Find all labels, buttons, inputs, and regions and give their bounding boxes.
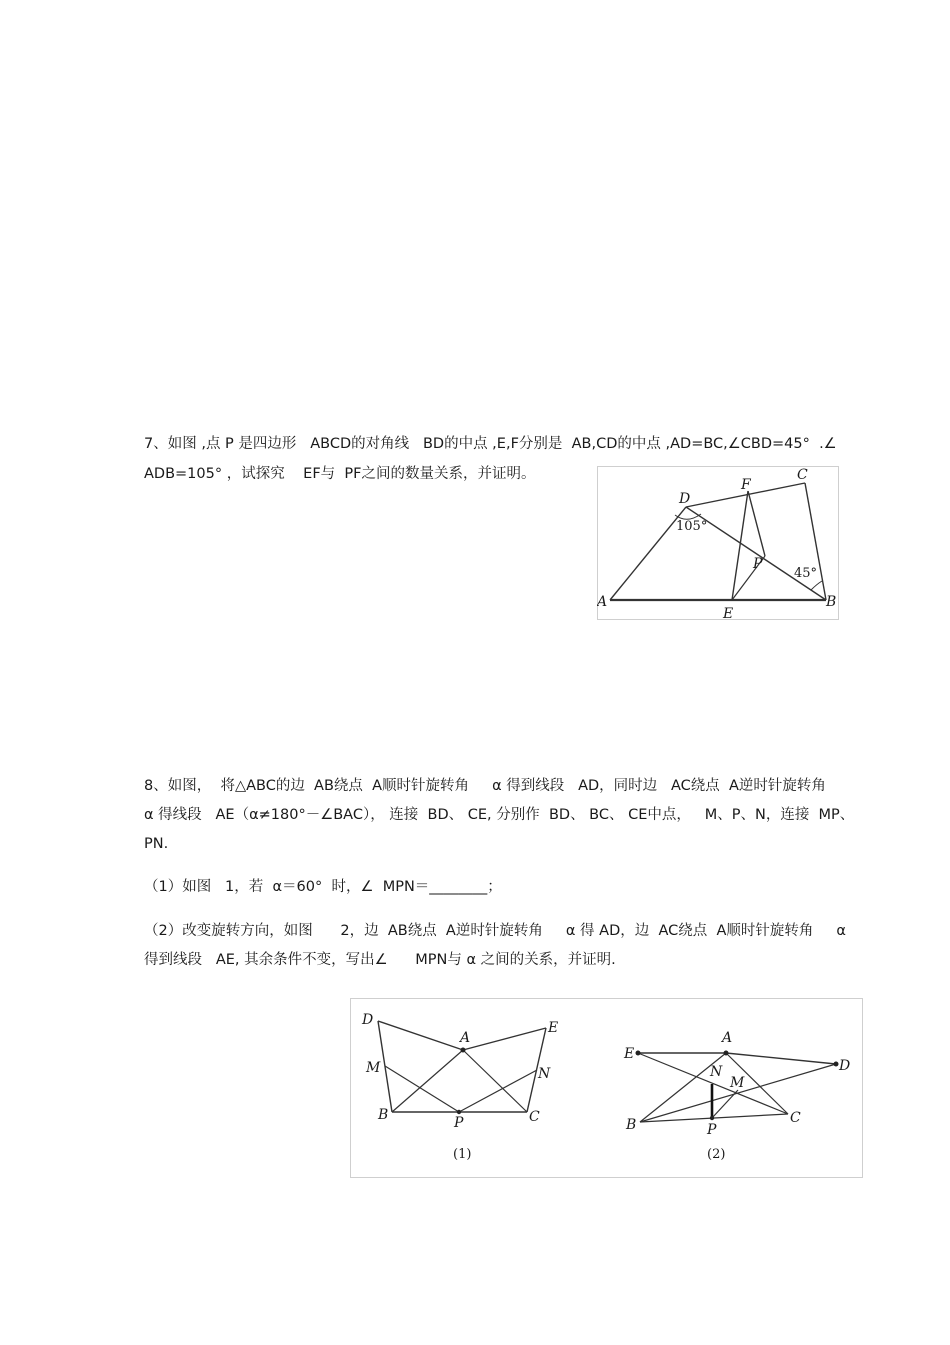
fig1-label-a: A — [460, 1030, 471, 1046]
problem8-part2-line1: （2）改变旋转方向，如图 2，边 AB绕点 A逆时针旋转角 α 得 AD，边 AC绕点 A顺时针旋转角 α — [144, 923, 846, 939]
angle-d-label: 105° — [676, 519, 708, 534]
fig1-label-p: P — [454, 1115, 464, 1131]
fig1-label-d: D — [362, 1012, 374, 1028]
angle-b-label: 45° — [794, 566, 818, 581]
label-p: P — [753, 556, 763, 572]
fig2-label-c: C — [790, 1110, 801, 1126]
fig2-label-n: N — [710, 1064, 723, 1080]
figure-1 — [361, 1012, 558, 1162]
fig1-label-m: M — [366, 1060, 381, 1076]
label-c: C — [797, 467, 808, 483]
figure-2 — [623, 1030, 850, 1162]
problem8-part1: （1）如图 1，若 α＝60° 时，∠ MPN＝________； — [144, 879, 502, 895]
fig2-label-m: M — [730, 1075, 745, 1091]
label-d: D — [679, 491, 691, 507]
problem8-part2-line2: 得到线段 AE, 其余条件不变，写出∠ MPN与 α 之间的关系，并证明. — [144, 952, 616, 968]
problem7-statement-line2: ADB=105° ，试探究 EF与 PF之间的数量关系，并证明。 — [144, 466, 536, 482]
problem7-figure — [597, 466, 839, 620]
problem8-statement-line2: α 得线段 AE（α≠180°－∠BAC）， 连接 BD、 CE, 分别作 BD、 BC、 CE中点， M、P、N，连接 MP、 — [144, 807, 855, 823]
fig1-label-c: C — [529, 1109, 540, 1125]
segment-fp — [748, 491, 765, 556]
rotation-diagrams — [350, 998, 863, 1178]
fig2-label-p: P — [707, 1122, 717, 1138]
segment-ad — [610, 507, 686, 600]
segment-ef — [732, 491, 748, 600]
quadrilateral-diagram — [597, 466, 839, 620]
fig1-label-b: B — [378, 1107, 389, 1123]
fig2-label-e: E — [624, 1046, 635, 1062]
fig2-label-a: A — [722, 1030, 733, 1046]
angle-b-arc — [811, 581, 822, 590]
fig1-label-e: E — [548, 1020, 559, 1036]
fig2-caption: (2) — [707, 1147, 726, 1162]
problem8-statement-line3: PN. — [144, 836, 169, 852]
segment-cb — [805, 483, 826, 600]
fig2-label-d: D — [839, 1058, 851, 1074]
fig1-label-n: N — [538, 1066, 551, 1082]
label-f: F — [741, 477, 751, 493]
label-e: E — [723, 606, 734, 620]
problem8-figures — [350, 998, 863, 1178]
label-b: B — [826, 594, 837, 610]
fig1-caption: (1) — [453, 1147, 472, 1162]
problem8-statement-line1: 8、如图， 将△ABC的边 AB绕点 A顺时针旋转角 α 得到线段 AD，同时边 AC绕点 A逆时针旋转角 — [144, 778, 826, 794]
problem7-statement-line1: 7、如图 ,点 P 是四边形 ABCD的对角线 BD的中点 ,E,F分别是 AB,CD的中点 ,AD=BC,∠CBD=45° .∠ — [144, 436, 837, 452]
label-a: A — [597, 594, 608, 610]
fig2-label-b: B — [626, 1117, 637, 1133]
